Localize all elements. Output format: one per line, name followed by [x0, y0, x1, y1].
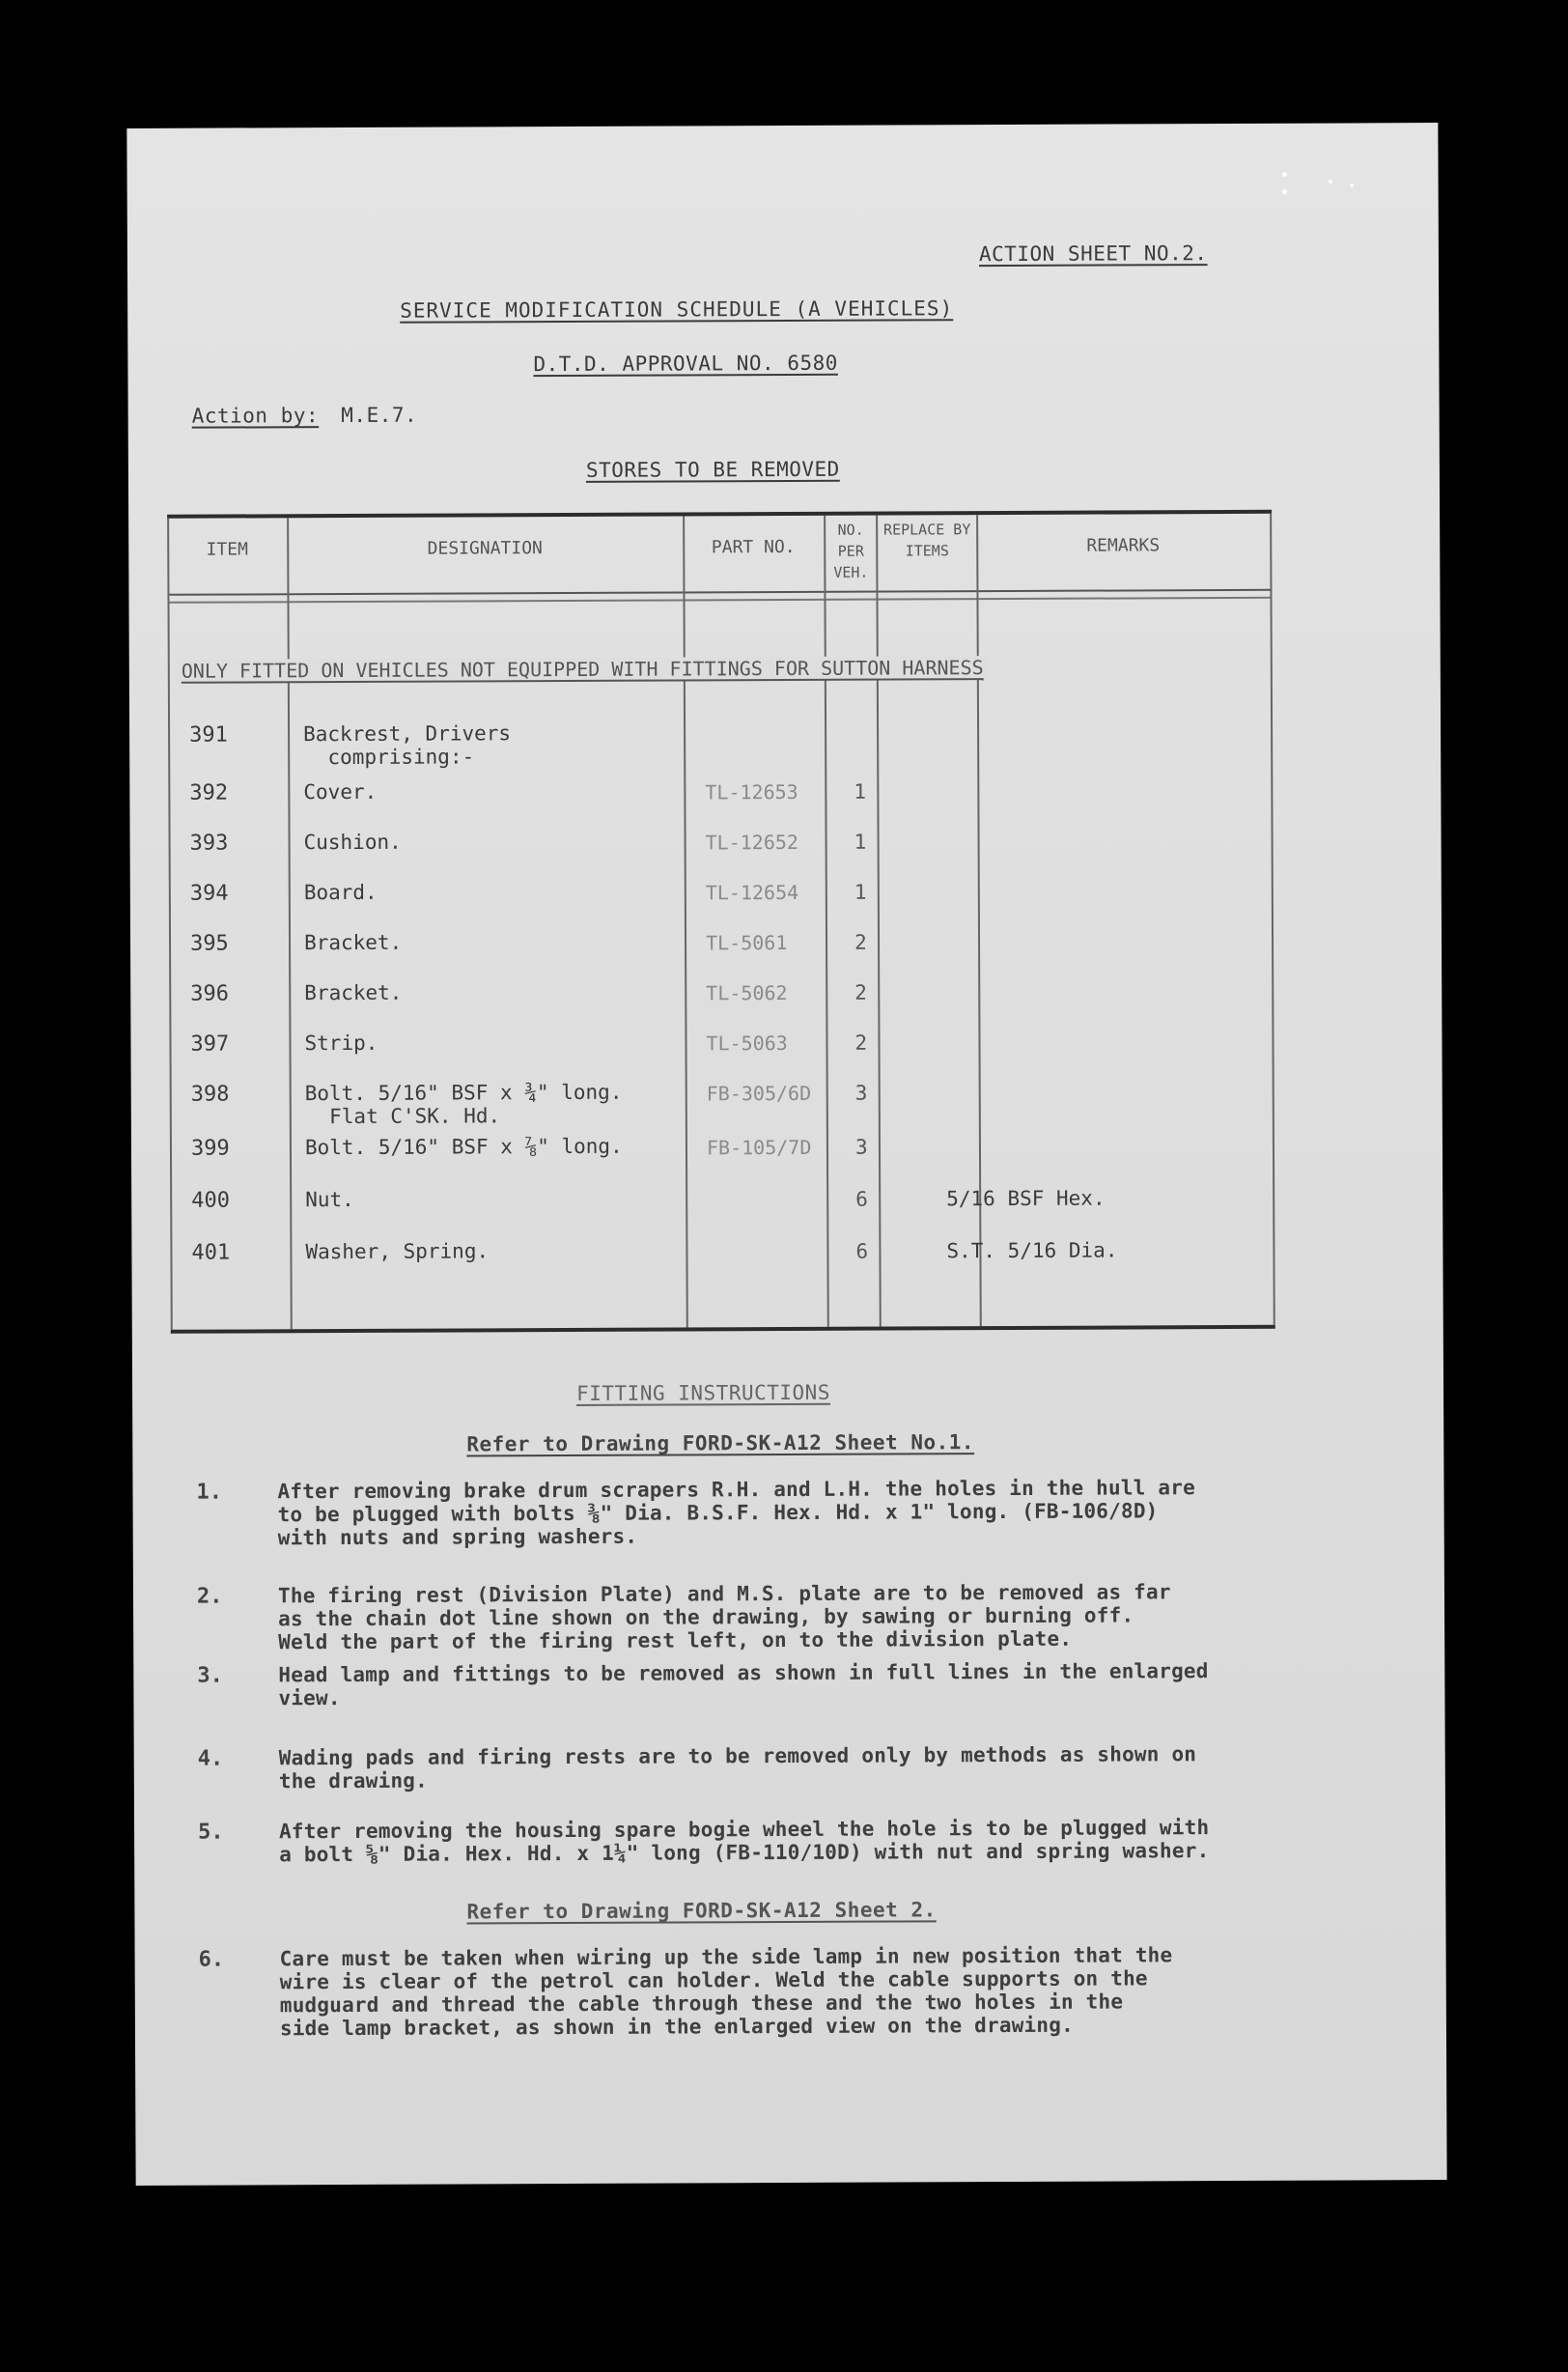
instruction-number: 6.: [198, 1947, 225, 1972]
instruction-text: Care must be taken when wiring up the side lamp in new position that the wire is clear of the petrol can holder. Weld the cable supports on the mudguard and thread the cable through these and the two holes in the side lamp bracket, as shown in the enlarged view on the drawing.: [279, 1943, 1173, 2041]
action-by: [192, 404, 418, 428]
part-number: TL-12653: [705, 779, 798, 805]
drawing-ref-1: Refer to Drawing FORD-SK-A12 Sheet No.1.: [466, 1430, 975, 1456]
quantity-per-vehicle: 1: [854, 880, 867, 904]
item-number: 391: [189, 722, 228, 748]
item-number: 392: [189, 780, 229, 805]
item-designation: Bracket.: [303, 930, 403, 955]
quantity-per-vehicle: 1: [854, 779, 867, 804]
col-replace-by: REPLACE BY ITEMS: [882, 521, 971, 560]
instruction-text: The firing rest (Division Plate) and M.S. plate are to be removed as far as the chain dot line shown on the drawing, by sawing or burning off. Weld the part of the firing rest left, on to the division plate.: [277, 1580, 1171, 1654]
instruction-number: 3.: [197, 1663, 223, 1688]
item-number: 395: [189, 931, 229, 956]
col-remarks: REMARKS: [1086, 535, 1161, 556]
item-designation: Bolt. 5/16" BSF x ¾" long. Flat C'SK. Hd.: [304, 1080, 623, 1129]
part-number: TL-12654: [705, 880, 799, 905]
item-number: 394: [189, 881, 229, 906]
part-number: TL-12652: [705, 830, 798, 855]
instruction-text: Wading pads and firing rests are to be removed only by methods as shown on the drawing.: [278, 1742, 1197, 1793]
col-designation: DESIGNATION: [427, 538, 543, 559]
quantity-per-vehicle: 2: [854, 980, 867, 1004]
quantity-per-vehicle: 3: [854, 1081, 868, 1105]
instruction-text: After removing brake drum scrapers R.H. and L.H. the holes in the hull are to be plugged with bolts ⅜" Dia. B.S.F. Hex. Hd. x 1" long. (FB-106/8D) with nuts and spring washers.: [277, 1476, 1195, 1550]
item-designation: Backrest, Drivers comprising:-: [303, 721, 512, 770]
col-part-no: PART NO.: [711, 536, 796, 558]
stores-heading: STORES TO BE REMOVED: [585, 457, 840, 482]
item-designation: Cover.: [303, 779, 378, 805]
action-sheet-number: ACTION SHEET NO.2.: [978, 241, 1208, 267]
quantity-per-vehicle: 2: [854, 930, 867, 954]
item-designation: Cushion.: [303, 830, 402, 855]
instruction-number: 5.: [198, 1820, 224, 1845]
instruction-text: Head lamp and fittings to be removed as shown in full lines in the enlarged view.: [278, 1659, 1209, 1710]
quantity-per-vehicle: 6: [855, 1239, 869, 1263]
instruction-number: 2.: [196, 1584, 223, 1609]
item-number: 396: [190, 981, 230, 1006]
document-title: SERVICE MODIFICATION SCHEDULE (A VEHICLES): [400, 296, 954, 323]
item-designation: Nut.: [305, 1187, 354, 1212]
drawing-ref-2: Refer to Drawing FORD-SK-A12 Sheet 2.: [466, 1898, 937, 1924]
action-by-label: Action by:: [191, 404, 320, 428]
item-designation: Bolt. 5/16" BSF x ⅞" long.: [304, 1134, 623, 1160]
document-page: [126, 123, 1446, 2186]
item-number: 400: [191, 1188, 231, 1213]
col-no-per-veh: NO. PER VEH.: [833, 521, 869, 581]
item-number: 393: [189, 831, 229, 856]
item-number: 399: [190, 1136, 230, 1161]
item-number: 401: [191, 1240, 231, 1265]
item-designation: Strip.: [304, 1031, 378, 1056]
section-note: ONLY FITTED ON VEHICLES NOT EQUIPPED WITH FITTINGS FOR SUTTON HARNESS: [178, 656, 988, 683]
item-remarks: 5/16 BSF Hex.: [946, 1186, 1106, 1211]
part-number: TL-5062: [706, 980, 788, 1005]
approval-number: D.T.D. APPROVAL NO. 6580: [533, 351, 838, 377]
quantity-per-vehicle: 1: [854, 830, 867, 854]
instruction-number: 1.: [196, 1480, 223, 1505]
instruction-text: After removing the housing spare bogie wheel the hole is to be plugged with a bolt ⅝" Dia. Hex. Hd. x 1¼" long (FB-110/10D) with nut and spring washer.: [279, 1816, 1210, 1867]
action-by-value: M.E.7.: [341, 403, 418, 428]
quantity-per-vehicle: 2: [854, 1031, 868, 1055]
part-number: FB-105/7D: [706, 1135, 812, 1160]
item-designation: Board.: [303, 880, 378, 905]
fitting-heading: FITTING INSTRUCTIONS: [576, 1380, 831, 1405]
quantity-per-vehicle: 6: [855, 1187, 868, 1211]
item-number: 398: [190, 1082, 230, 1107]
col-item: ITEM: [206, 539, 248, 560]
item-remarks: S.T. 5/16 Dia.: [946, 1238, 1118, 1263]
quantity-per-vehicle: 3: [854, 1135, 868, 1159]
part-number: FB-305/6D: [706, 1081, 812, 1106]
item-designation: Bracket.: [304, 980, 403, 1005]
item-number: 397: [190, 1031, 230, 1057]
stores-table: [167, 510, 1275, 1334]
part-number: TL-5063: [706, 1031, 788, 1056]
item-designation: Washer, Spring.: [305, 1239, 490, 1264]
instruction-number: 4.: [197, 1746, 224, 1771]
part-number: TL-5061: [705, 930, 788, 955]
